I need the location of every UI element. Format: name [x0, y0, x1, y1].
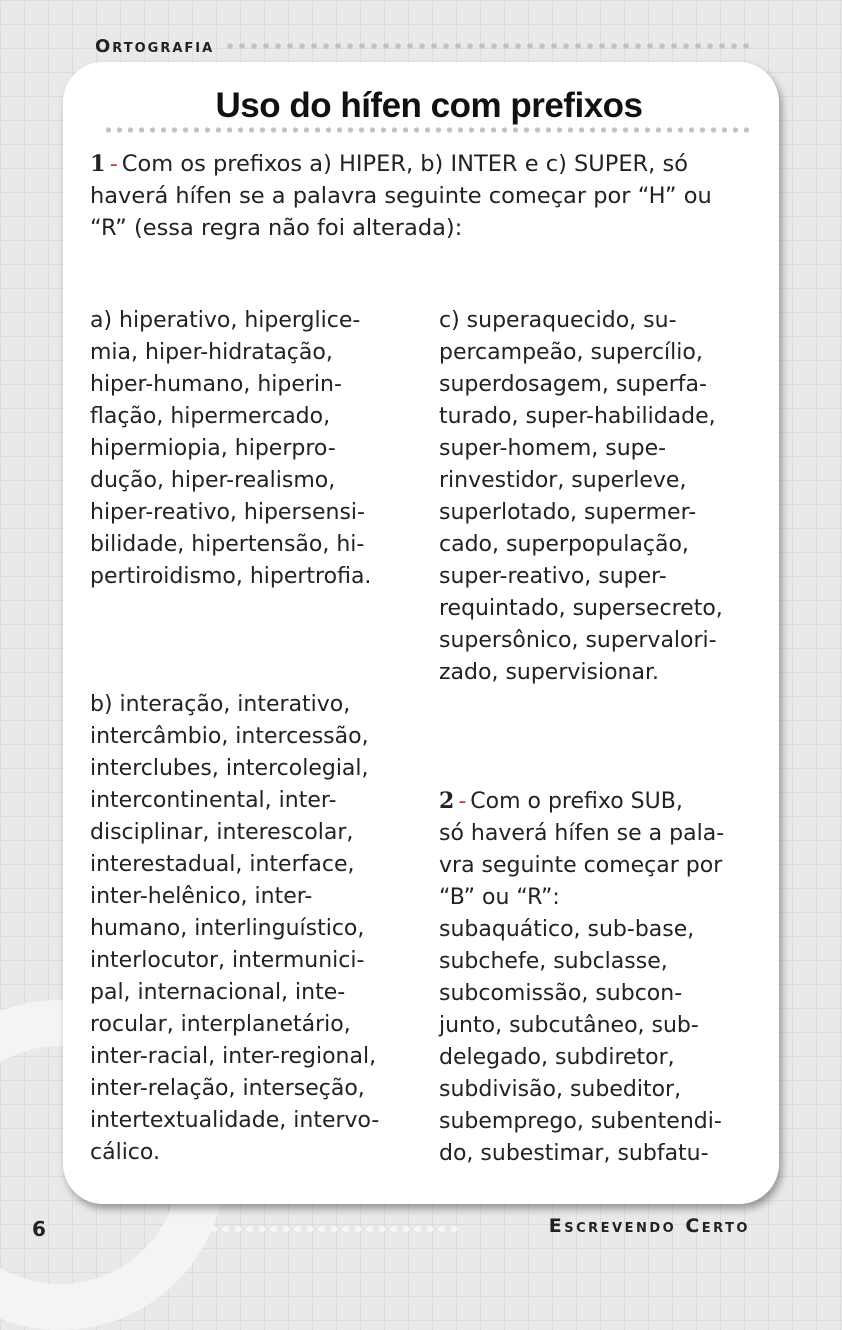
- content-card: [63, 62, 779, 1204]
- inter-examples: b) interação, interativo, intercâmbio, intercessão, interclubes, intercolegial, intercontinental, inter- disciplinar, interescolar, interestadual, interface, inter-helênico, inter- humano, interlinguístico, interlocutor, intermunici- pal, internacional, inte- rocular, interplanetário, inter-racial, inter-regional, inter-relação, interseção, intertextualidade, intervo- cálico.: [90, 692, 380, 1165]
- footer-title: Escrevendo Certo: [548, 1215, 750, 1237]
- paragraph-gap: [90, 625, 420, 657]
- section-header: [95, 34, 755, 58]
- title-dotted-rule: [103, 126, 755, 134]
- hiper-examples: a) hiperativo, hiperglice- mia, hiper-hidratação, hiper-humano, hiperin- flação, hipermercado, hipermiopia, hiperpro- dução, hiper-realismo, hiper-reativo, hipersensi- bilidade, hipertensão, hi- pertiroidismo, hipertrofia.: [90, 308, 372, 589]
- rule-1-dash: -: [109, 151, 118, 177]
- card-title-wrap: [103, 86, 755, 126]
- section-label: Ortografia: [95, 35, 215, 57]
- card-title-row: [103, 86, 755, 136]
- footer-dotted-rule: [160, 1224, 460, 1234]
- page-number: 6: [32, 1217, 46, 1241]
- rule-1-number: 1: [90, 151, 106, 177]
- rule-2-dash: -: [458, 789, 467, 814]
- rule-1-text: Com os prefixos a) HIPER, b) INTER e c) SUPER, só haverá hífen se a palavra seguinte começar por “H” ou “R” (essa regra não foi alterada):: [90, 151, 712, 241]
- rule-1-paragraph: [90, 148, 752, 244]
- header-dotted-rule: [224, 42, 755, 50]
- rule-2-paragraph: [439, 785, 759, 1170]
- super-examples: c) superaquecido, su- percampeão, supercílio, superdosagem, superfa- turado, super-habilidade, super-homem, supe- rinvestidor, superleve, superlotado, supermer- cado, superpopulação, super-reativo, super- requintado, supersecreto, supersônico, supervalori- zado, supervisionar.: [439, 308, 723, 685]
- left-column: [90, 273, 420, 1201]
- card-title: Uso do hífen com prefixos: [210, 86, 649, 125]
- rule-2-number: 2: [439, 788, 455, 814]
- paragraph-gap: [439, 721, 759, 753]
- right-column: [439, 273, 759, 1202]
- rule-2-text: Com o prefixo SUB, só haverá hífen se a pala- vra seguinte começar por “B” ou “R”: subaquático, sub-base, subchefe, subclasse, subcomissão, subcon- junto, subcutâneo, sub- delegado, subdiretor, subdivisão, subeditor, subemprego, subentendi- do, subestimar, subfatu-: [439, 789, 725, 1166]
